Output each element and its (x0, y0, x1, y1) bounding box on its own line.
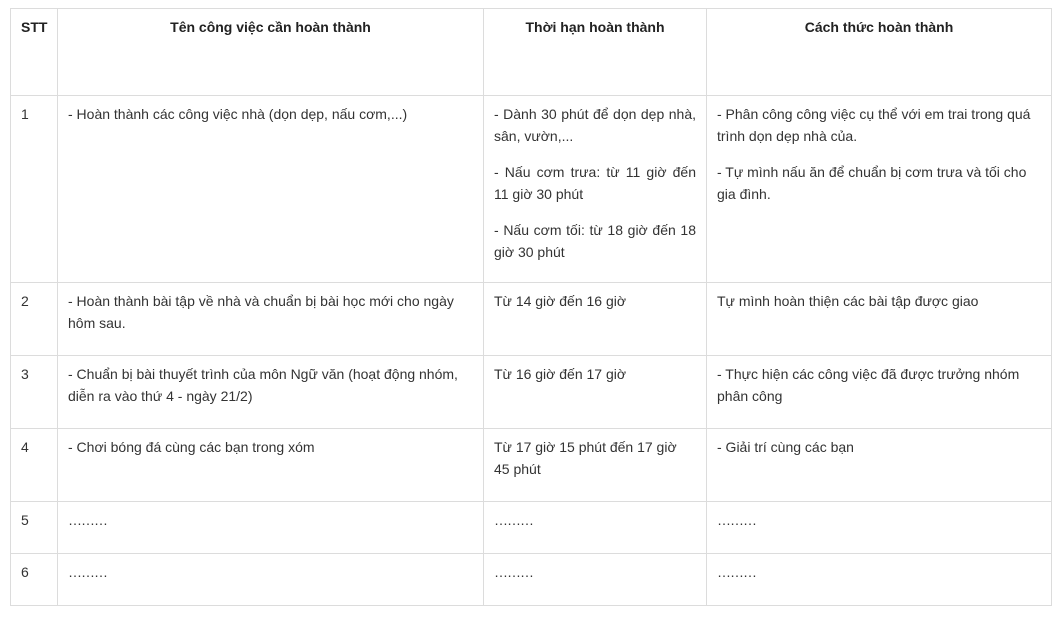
cell-task: ……… (58, 502, 484, 554)
cell-stt: 1 (11, 96, 58, 283)
method-line: - Phân công công việc cụ thể với em trai trong quá trình dọn dẹp nhà của. (717, 106, 1031, 144)
cell-task: - Hoàn thành các công việc nhà (dọn dẹp, nấu cơm,...) (58, 96, 484, 283)
cell-task: - Chơi bóng đá cùng các bạn trong xóm (58, 429, 484, 502)
cell-task: - Chuẩn bị bài thuyết trình của môn Ngữ văn (hoạt động nhóm, diễn ra vào thứ 4 - ngày 21/2) (58, 356, 484, 429)
plan-table (10, 8, 1052, 606)
table-row (11, 283, 1052, 356)
cell-method: Tự mình hoàn thiện các bài tập được giao (707, 283, 1052, 356)
deadline-line: - Nấu cơm tối: từ 18 giờ đến 18 giờ 30 phút (494, 222, 696, 260)
cell-method: ……… (707, 554, 1052, 606)
method-line: - Tự mình nấu ăn để chuẩn bị cơm trưa và tối cho gia đình. (717, 164, 1027, 202)
cell-deadline: ……… (484, 502, 707, 554)
cell-task: - Hoàn thành bài tập về nhà và chuẩn bị bài học mới cho ngày hôm sau. (58, 283, 484, 356)
header-method: Cách thức hoàn thành (707, 9, 1052, 96)
cell-method (707, 96, 1052, 283)
header-stt: STT (11, 9, 58, 96)
cell-stt: 5 (11, 502, 58, 554)
plan-table-container (10, 8, 1052, 606)
cell-deadline: Từ 14 giờ đến 16 giờ (484, 283, 707, 356)
table-header-row (11, 9, 1052, 96)
cell-stt: 4 (11, 429, 58, 502)
deadline-line: - Nấu cơm trưa: từ 11 giờ đến 11 giờ 30 phút (494, 164, 696, 202)
cell-method: ……… (707, 502, 1052, 554)
cell-deadline (484, 96, 707, 283)
cell-stt: 6 (11, 554, 58, 606)
header-deadline: Thời hạn hoàn thành (484, 9, 707, 96)
cell-method: - Thực hiện các công việc đã được trưởng nhóm phân công (707, 356, 1052, 429)
cell-method: - Giải trí cùng các bạn (707, 429, 1052, 502)
cell-task: ……… (58, 554, 484, 606)
table-row (11, 502, 1052, 554)
cell-deadline: ……… (484, 554, 707, 606)
cell-stt: 2 (11, 283, 58, 356)
table-row (11, 554, 1052, 606)
cell-deadline: Từ 16 giờ đến 17 giờ (484, 356, 707, 429)
table-row (11, 429, 1052, 502)
header-task: Tên công việc cần hoàn thành (58, 9, 484, 96)
cell-deadline: Từ 17 giờ 15 phút đến 17 giờ 45 phút (484, 429, 707, 502)
table-row (11, 356, 1052, 429)
cell-stt: 3 (11, 356, 58, 429)
deadline-line: - Dành 30 phút để dọn dẹp nhà, sân, vườn,... (494, 106, 696, 144)
table-row (11, 96, 1052, 283)
